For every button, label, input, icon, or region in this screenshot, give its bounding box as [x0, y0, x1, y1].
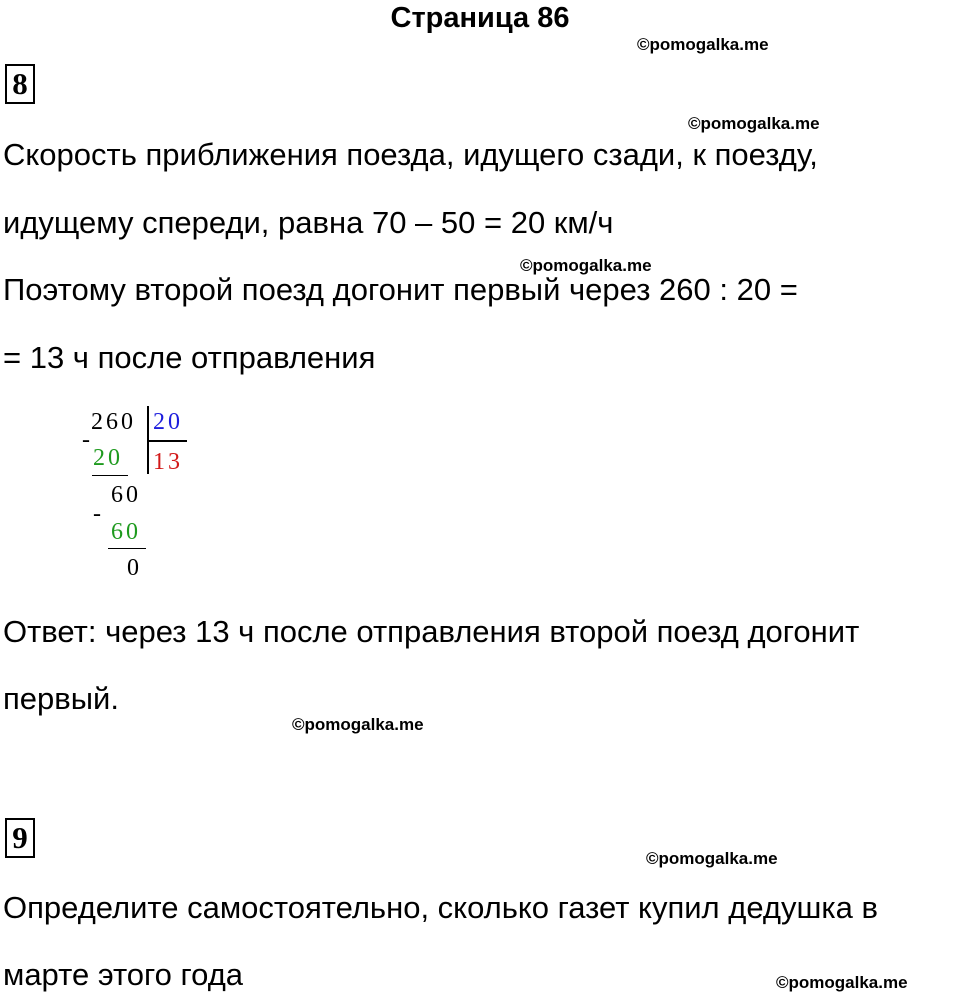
- watermark: ©pomogalka.me: [776, 973, 908, 992]
- division-step1-remainder: 60: [111, 482, 141, 508]
- minus-sign: -: [82, 427, 93, 453]
- task-number-8: 8: [5, 64, 35, 104]
- division-step2-line: [108, 548, 146, 549]
- minus-sign: -: [93, 501, 104, 527]
- division-remainder: 0: [127, 555, 142, 581]
- division-quotient-line: [147, 440, 187, 442]
- page-title: Страница 86: [390, 2, 570, 34]
- task8-text-line-3: Поэтому второй поезд догонит первый через 260 : 20 =: [3, 272, 798, 307]
- division-step2-subtrahend: 60: [111, 519, 141, 545]
- task9-text-line-1: Определите самостоятельно, сколько газет купил дедушка в: [3, 890, 878, 925]
- division-quotient: 13: [153, 449, 183, 475]
- task8-text-line-4: = 13 ч после отправления: [3, 340, 376, 375]
- division-step1-line: [92, 475, 128, 476]
- watermark: ©pomogalka.me: [292, 715, 424, 734]
- task9-text-line-2: марте этого года: [3, 957, 244, 992]
- division-step1-subtrahend: 20: [93, 445, 123, 471]
- task8-text-line-2: идущему спереди, равна 70 – 50 = 20 км/ч: [3, 205, 614, 240]
- watermark: ©pomogalka.me: [520, 256, 652, 275]
- task-number-9: 9: [5, 818, 35, 858]
- task8-answer-line-2: первый.: [3, 681, 119, 716]
- task8-answer-line-1: Ответ: через 13 ч после отправления второй поезд догонит: [3, 614, 860, 649]
- watermark: ©pomogalka.me: [637, 35, 769, 54]
- watermark: ©pomogalka.me: [688, 114, 820, 133]
- watermark: ©pomogalka.me: [646, 849, 778, 868]
- task8-text-line-1: Скорость приближения поезда, идущего сзади, к поезду,: [3, 137, 818, 172]
- division-dividend: 260: [91, 409, 136, 435]
- division-divisor: 20: [153, 409, 183, 435]
